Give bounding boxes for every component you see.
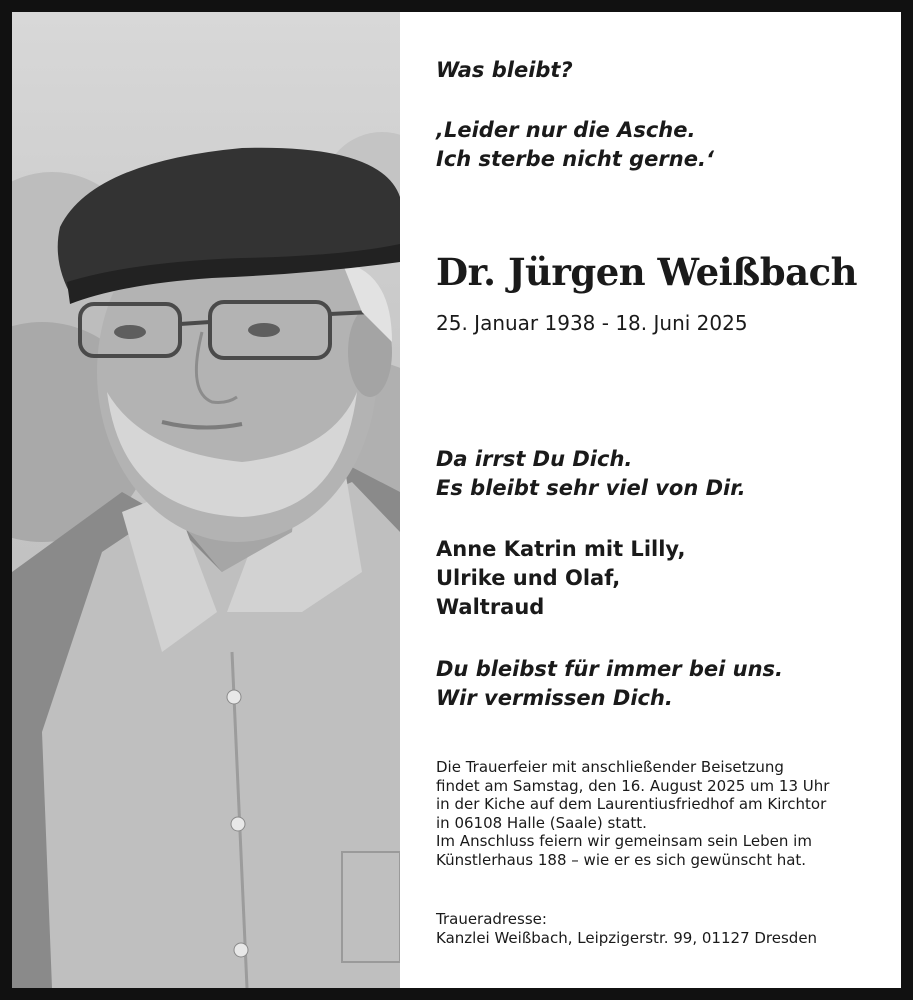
mourner-name: Anne Katrin mit Lilly, — [436, 537, 686, 561]
closing-line: Wir vermissen Dich. — [436, 686, 673, 710]
reply-line: Es bleibt sehr viel von Dir. — [436, 476, 746, 500]
closing-text — [436, 655, 783, 713]
address-label: Traueradresse: — [436, 910, 547, 928]
reply-text — [436, 445, 746, 503]
funeral-info-line: Im Anschluss feiern wir gemeinsam sein Leben im — [436, 832, 812, 850]
quote-answer-line: Ich sterbe nicht gerne.‘ — [436, 147, 714, 171]
reply-line: Da irrst Du Dich. — [436, 447, 633, 471]
portrait-photo — [12, 12, 400, 988]
quote-question: Was bleibt? — [436, 58, 573, 82]
mourning-address — [436, 910, 817, 947]
funeral-info — [436, 758, 829, 869]
funeral-info-line: findet am Samstag, den 16. August 2025 um 13 Uhr — [436, 776, 830, 795]
funeral-info-line: Die Trauerfeier mit anschließender Beisetzung — [436, 758, 784, 776]
mourners-list — [436, 535, 685, 622]
funeral-info-line: Künstlerhaus 188 – wie er es sich gewünscht hat. — [436, 850, 807, 869]
deceased-name: Dr. Jürgen Weißbach — [436, 250, 858, 294]
life-dates: 25. Januar 1938 - 18. Juni 2025 — [436, 311, 748, 335]
quote-answer — [436, 116, 714, 174]
mourner-name: Ulrike und Olaf, — [436, 566, 621, 590]
mourner-name: Waltraud — [436, 595, 545, 619]
address-line: Kanzlei Weißbach, Leipzigerstr. 99, 01127 Dresden — [436, 928, 818, 947]
closing-line: Du bleibst für immer bei uns. — [436, 657, 784, 681]
funeral-info-line: in 06108 Halle (Saale) statt. — [436, 813, 647, 832]
quote-answer-line: ‚Leider nur die Asche. — [436, 118, 696, 142]
funeral-info-line: in der Kiche auf dem Laurentiusfriedhof am Kirchtor — [436, 795, 827, 813]
